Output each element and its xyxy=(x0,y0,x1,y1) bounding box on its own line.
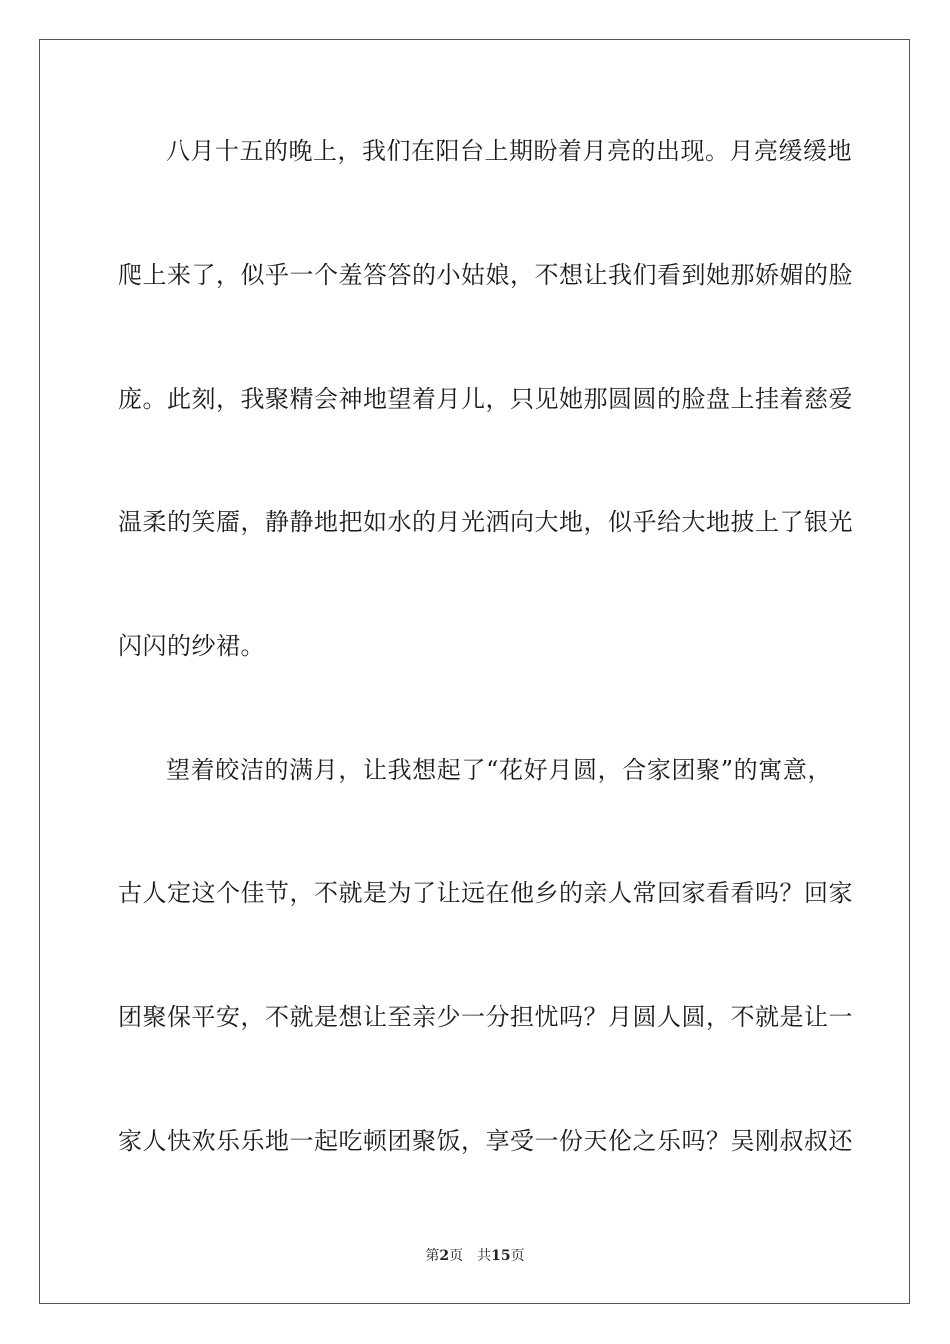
paragraph-2-line-2: 古人定这个佳节，不就是为了让远在他乡的亲人常回家看看吗？回家 xyxy=(118,879,853,907)
page-prefix: 第 xyxy=(425,1248,440,1264)
page-border xyxy=(39,39,910,1304)
paragraph-1-line-5: 闪闪的纱裙。 xyxy=(118,632,265,660)
paragraph-2-line-4: 家人快欢乐乐地一起吃顿团聚饭，享受一份天伦之乐吗？吴刚叔叔还 xyxy=(118,1127,853,1155)
page-number: 2 xyxy=(439,1248,450,1264)
paragraph-2-line-3: 团聚保平安，不就是想让至亲少一分担忧吗？月圆人圆，不就是让一 xyxy=(118,1003,853,1031)
total-pages: 15 xyxy=(491,1248,511,1264)
paragraph-2-line-1: 望着皎洁的满月，让我想起了“花好月圆，合家团聚”的寓意， xyxy=(166,756,832,784)
paragraph-1-line-4: 温柔的笑靥，静静地把如水的月光洒向大地，似乎给大地披上了银光 xyxy=(118,508,853,536)
paragraph-1-line-1: 八月十五的晚上，我们在阳台上期盼着月亮的出现。月亮缓缓地 xyxy=(166,137,852,165)
paragraph-1-line-3: 庞。此刻，我聚精会神地望着月儿，只见她那圆圆的脸盘上挂着慈爱 xyxy=(118,385,853,413)
page-footer xyxy=(0,1247,950,1265)
total-prefix: 共 xyxy=(477,1248,492,1264)
page-suffix: 页 xyxy=(449,1248,464,1264)
total-suffix: 页 xyxy=(510,1248,525,1264)
paragraph-1-line-2: 爬上来了，似乎一个羞答答的小姑娘，不想让我们看到她那娇媚的脸 xyxy=(118,261,853,289)
